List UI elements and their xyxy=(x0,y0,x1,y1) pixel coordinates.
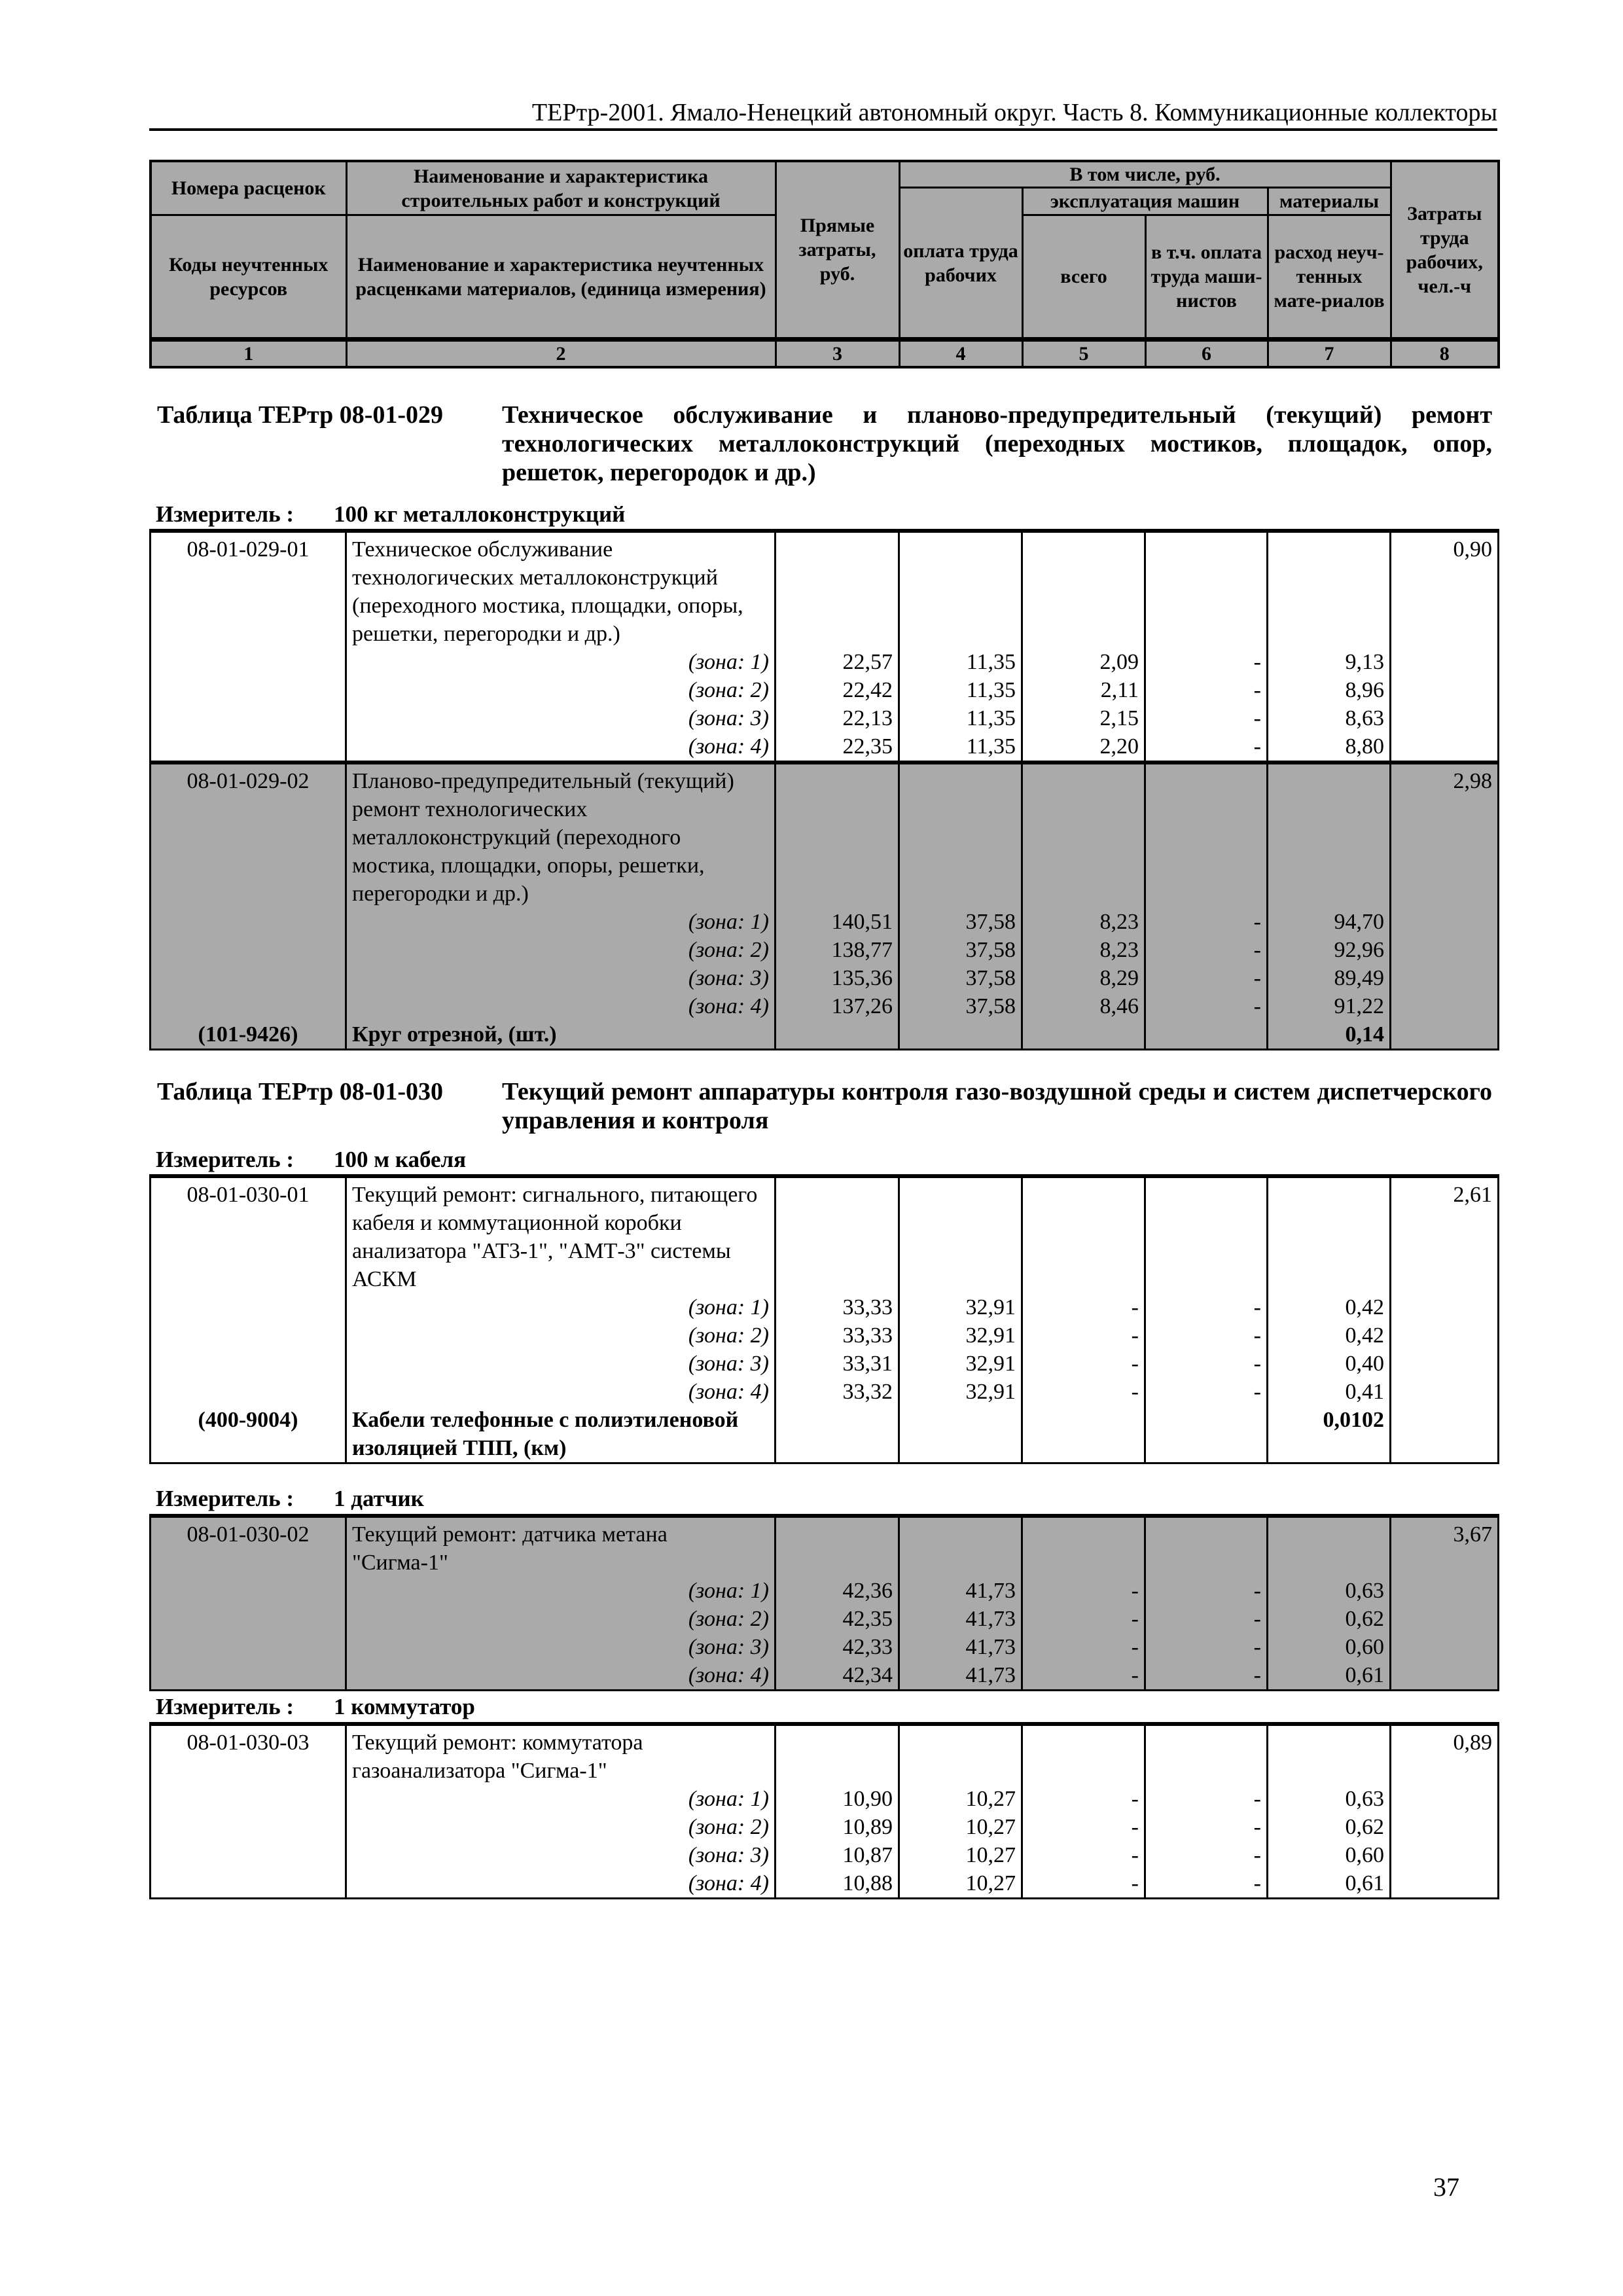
measure-value: 1 коммутатор xyxy=(334,1694,475,1719)
rates-table-029 xyxy=(149,529,1499,1050)
header-including: В том числе, руб. xyxy=(899,161,1391,188)
zone-row: (зона: 4) 33,32 32,91 - - 0,41 xyxy=(151,1378,1499,1406)
rate-code: 08-01-029-01 xyxy=(151,531,346,648)
resource-name: Круг отрезной, (шт.) xyxy=(346,1020,776,1050)
labor-hours: 2,61 xyxy=(1391,1176,1499,1293)
measure-label: Измеритель : xyxy=(156,1147,294,1172)
rate-name: Текущий ремонт: сигнального, питающего кабеля и коммутационной коробки анализатора "АТ3-1", "АМТ-3" системы АСКМ xyxy=(346,1176,776,1293)
rate-code: 08-01-029-02 xyxy=(151,762,346,908)
section-description: Текущий ремонт аппаратуры контроля газо-воздушной среды и систем диспетчерского управления и контроля xyxy=(502,1078,1492,1134)
resource-row xyxy=(151,1406,1499,1463)
resource-quantity: 0,14 xyxy=(1268,1020,1391,1050)
zone-row: (зона: 1) 10,90 10,27 - - 0,63 xyxy=(151,1785,1499,1813)
section-description: Техническое обслуживание и планово-предупредительный (текущий) ремонт технологических металлоконструкций (переходных мостиков, площадок, опор, решеток, перегородок и др.) xyxy=(502,401,1492,486)
col-number: 3 xyxy=(776,340,899,368)
col-number: 6 xyxy=(1145,340,1268,368)
column-header-table xyxy=(149,160,1500,368)
header-work-name: Наименование и характеристика строительных работ и конструкций xyxy=(346,161,776,215)
header-materials: материалы xyxy=(1268,188,1391,215)
zone-row: (зона: 2) 22,42 11,35 2,11 - 8,96 xyxy=(151,676,1499,704)
header-rate-numbers: Номера расценок xyxy=(151,161,346,215)
labor-hours: 0,90 xyxy=(1391,531,1499,648)
zone-row: (зона: 4) 137,26 37,58 8,46 - 91,22 xyxy=(151,992,1499,1020)
labor-hours: 3,67 xyxy=(1391,1516,1499,1577)
rate-row xyxy=(151,1724,1499,1785)
header-wages: оплата труда рабочих xyxy=(899,188,1022,340)
rate-name: Текущий ремонт: коммутатора газоанализатора "Сигма-1" xyxy=(346,1724,776,1785)
labor-hours: 0,89 xyxy=(1391,1724,1499,1785)
col-number: 4 xyxy=(899,340,1022,368)
header-resource-codes: Коды неучтенных ресурсов xyxy=(151,215,346,340)
rates-table-030-02 xyxy=(149,1514,1499,1691)
measure-value: 1 датчик xyxy=(334,1486,424,1511)
measure-label: Измеритель : xyxy=(156,1694,294,1719)
rate-name: Техническое обслуживание технологических металлоконструкций (переходного мостика, площадки, опоры, решетки, перегородки и др.) xyxy=(346,531,776,648)
zone-row: (зона: 3) 22,13 11,35 2,15 - 8,63 xyxy=(151,704,1499,732)
header-labor-hours: Затраты труда рабочих, чел.-ч xyxy=(1391,161,1499,340)
zone-row: (зона: 3) 10,87 10,27 - - 0,60 xyxy=(151,1841,1499,1869)
zone-row: (зона: 3) 33,31 32,91 - - 0,40 xyxy=(151,1350,1499,1378)
labor-hours: 2,98 xyxy=(1391,762,1499,908)
col-number: 8 xyxy=(1391,340,1499,368)
rate-row xyxy=(151,1516,1499,1577)
header-material-name: Наименование и характеристика неучтенных расценками материалов, (единица измерения) xyxy=(346,215,776,340)
resource-name: Кабели телефонные с полиэтиленовой изоляцией ТПП, (км) xyxy=(346,1406,776,1463)
rate-row xyxy=(151,762,1499,908)
measure-line xyxy=(156,501,626,528)
rate-code: 08-01-030-03 xyxy=(151,1724,346,1785)
section-label: Таблица ТЕРтр 08-01-030 xyxy=(157,1078,444,1105)
zone-row: (зона: 2) 138,77 37,58 8,23 - 92,96 xyxy=(151,936,1499,964)
zone-row: (зона: 1) 33,33 32,91 - - 0,42 xyxy=(151,1293,1499,1321)
rates-table-030-01 xyxy=(149,1174,1499,1464)
measure-line xyxy=(156,1694,475,1720)
rate-row xyxy=(151,531,1499,648)
measure-label: Измеритель : xyxy=(156,501,294,527)
zone-row: (зона: 2) 33,33 32,91 - - 0,42 xyxy=(151,1321,1499,1350)
rate-name: Планово-предупредительный (текущий) ремонт технологических металлоконструкций (переходного мостика, площадки, опоры, решетки, перегородки и др.) xyxy=(346,762,776,908)
measure-value: 100 кг металлоконструкций xyxy=(334,501,626,527)
header-direct-costs: Прямые затраты, руб. xyxy=(776,161,899,340)
page-number: 37 xyxy=(1433,2172,1459,2202)
zone-row: (зона: 3) 42,33 41,73 - - 0,60 xyxy=(151,1633,1499,1661)
measure-line xyxy=(156,1147,467,1173)
zone-row: (зона: 2) 10,89 10,27 - - 0,62 xyxy=(151,1813,1499,1841)
zone-row: (зона: 1) 140,51 37,58 8,23 - 94,70 xyxy=(151,908,1499,936)
resource-quantity: 0,0102 xyxy=(1268,1406,1391,1463)
rate-code: 08-01-030-01 xyxy=(151,1176,346,1293)
header-machines: эксплуатация машин xyxy=(1022,188,1268,215)
measure-label: Измеритель : xyxy=(156,1486,294,1511)
zone-row: (зона: 4) 10,88 10,27 - - 0,61 xyxy=(151,1869,1499,1899)
section-title-030 xyxy=(157,1077,1492,1135)
header-machines-total: всего xyxy=(1022,215,1145,340)
resource-code: (400-9004) xyxy=(151,1406,346,1463)
measure-value: 100 м кабеля xyxy=(334,1147,467,1172)
col-number: 1 xyxy=(151,340,346,368)
col-number: 5 xyxy=(1022,340,1145,368)
section-label: Таблица ТЕРтр 08-01-029 xyxy=(157,401,444,429)
header-material-consumption: расход неуч-тенных мате-риалов xyxy=(1268,215,1391,340)
header-operator-wages: в т.ч. оплата труда маши-нистов xyxy=(1145,215,1268,340)
resource-code: (101-9426) xyxy=(151,1020,346,1050)
zone-row: (зона: 3) 135,36 37,58 8,29 - 89,49 xyxy=(151,964,1499,992)
col-number: 2 xyxy=(346,340,776,368)
zone-row: (зона: 4) 22,35 11,35 2,20 - 8,80 xyxy=(151,732,1499,762)
page-header: ТЕРтр-2001. Ямало-Ненецкий автономный округ. Часть 8. Коммуникационные коллекторы xyxy=(149,98,1497,131)
rates-table-030-03 xyxy=(149,1722,1499,1899)
measure-line xyxy=(156,1486,424,1512)
rate-code: 08-01-030-02 xyxy=(151,1516,346,1577)
col-number: 7 xyxy=(1268,340,1391,368)
zone-row: (зона: 1) 42,36 41,73 - - 0,63 xyxy=(151,1577,1499,1605)
rate-row xyxy=(151,1176,1499,1293)
zone-row: (зона: 2) 42,35 41,73 - - 0,62 xyxy=(151,1605,1499,1633)
resource-row xyxy=(151,1020,1499,1050)
rate-name: Текущий ремонт: датчика метана "Сигма-1" xyxy=(346,1516,776,1577)
section-title-029 xyxy=(157,401,1492,487)
zone-row: (зона: 1) 22,57 11,35 2,09 - 9,13 xyxy=(151,648,1499,676)
zone-row: (зона: 4) 42,34 41,73 - - 0,61 xyxy=(151,1661,1499,1691)
